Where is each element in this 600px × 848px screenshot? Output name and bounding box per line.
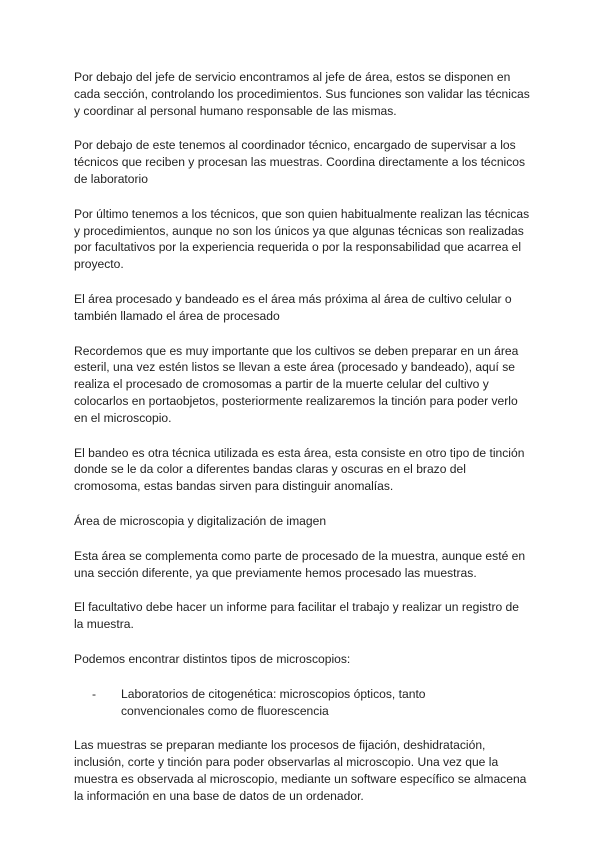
section-heading-microscopia: Área de microscopia y digitalización de imagen [74, 513, 327, 528]
paragraph-tecnicos: Por último tenemos a los técnicos, que son quien habitualmente realizan las técnicas y procedimientos, aunque no son los únicos ya que algunas técnicas son realizadas por facultativos por la experiencia requerida o por la responsabilidad que acarrea el proyecto. [74, 206, 530, 272]
paragraph-jefe-area: Por debajo del jefe de servicio encontramos al jefe de área, estos se disponen en cada sección, controlando los procedimientos. Sus funciones son validar las técnicas y coordinar al personal humano responsable de las mismas. [74, 70, 530, 118]
paragraph-facultativo: El facultativo debe hacer un informe para facilitar el trabajo y realizar un registro de la muestra. [74, 600, 520, 632]
bullet-marker: - [92, 686, 97, 701]
paragraph-area-procesado: El área procesado y bandeado es el área más próxima al área de cultivo celular o también llamado el área de procesado [74, 291, 512, 323]
paragraph-coordinador-tecnico: Por debajo de este tenemos al coordinador técnico, encargado de supervisar a los técnicos que reciben y procesan las muestras. Coordina directamente a los técnicos de laboratorio [74, 138, 526, 186]
list-item [74, 686, 530, 720]
paragraph-bandeo: El bandeo es otra técnica utilizada es esta área, esta consiste en otro tipo de tinción donde se le da color a diferentes bandas claras y oscuras en el brazo del cromosoma, estas bandas sirven para distinguir anomalías. [74, 445, 525, 494]
paragraph-complemento: Esta área se complementa como parte de procesado de la muestra, aunque esté en una sección diferente, ya que previamente hemos procesado las muestras. [74, 548, 526, 580]
paragraph-cultivos: Recordemos que es muy importante que los cultivos se deben preparar en un área esteril, una vez estén listos se llevan a este área (procesado y bandeado), aquí se realiza el procesado de cromosomas a partir de la muerte celular del cultivo y colocarlos en portaobjetos, posteriormente realizaremos la tinción para poder verlo en el microscopio. [74, 343, 519, 425]
paragraph-muestras: Las muestras se preparan mediante los procesos de fijación, deshidratación, inclusión, corte y tinción para poder observarlas al microscopio. Una vez que la muestra es observada al microscopio, mediante un software específico se almacena la información en una base de datos de un ordenador. [74, 738, 527, 803]
bullet-text: Laboratorios de citogenética: microscopios ópticos, tanto convencionales como de fluorescencia [121, 686, 426, 718]
paragraph-tipos-microscopios: Podemos encontrar distintos tipos de microscopios: [74, 651, 351, 666]
